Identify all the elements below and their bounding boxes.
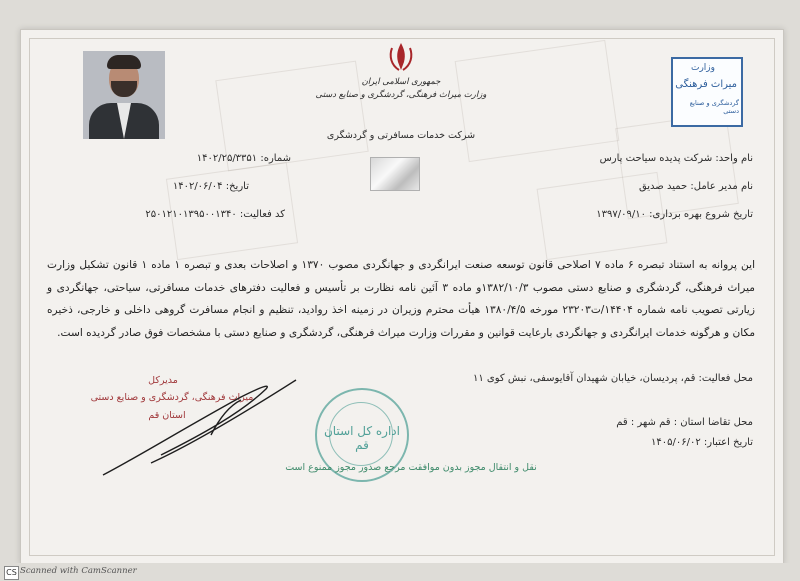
ministry-logo-line: میراث فرهنگی: [675, 79, 737, 90]
activity-location: محل فعالیت: قم، پردیسان، خیابان شهیدان آقایوسفی، نبش کوی ۱۱: [472, 373, 753, 384]
license-paragraph: این پروانه به استناد تبصره ۶ ماده ۷ اصلاحی قانون توسعه صنعت ایرانگردی و جهانگردی مصوب ۱۳۷۰ و اصلاحات بعدی و تبصره ۱ ماده ۱ قانون تشکیل وزارت میراث فرهنگی، گردشگری و صنایع دستی مصوب ۱۳۸۲/۱۰/۳و ماده ۳ آئین نامه نظارت بر تأسیس و فعالیت دفترهای خدمات مسافرتی، سیاحتی، جهانگردی و زیارتی تصویب نامه شماره ۱۴۴۰۴/ت۲۳۲۰۳ مورخه ۱۳۸۰/۴/۵ هیأت محترم وزیران در زمینه اخذ روادید، تنظیم و انجام مسافرت گروهی داخلی و خارجی، ذخیره مکان و هرگونه خدمات ایرانگردی و جهانگردی بارعایت قوانین و مقررات وزارت میراث فرهنگی، گردشگری و صنایع دستی با مشخصات فوق صادر گردیده است.: [47, 259, 756, 339]
stamp-text: اداره کل استان قم: [323, 424, 400, 452]
transfer-note: نقل و انتقال مجوز بدون موافقت مرجع صدور مجوز ممنوع است: [285, 462, 537, 473]
photo-beard: [111, 81, 137, 97]
signer-province: استان قم: [148, 410, 186, 421]
photo-hair: [107, 55, 141, 69]
hologram-seal: [370, 157, 420, 191]
ministry-text: وزارت میراث فرهنگی، گردشگری و صنایع دستی: [315, 90, 487, 100]
camscanner-text: Scanned with CamScanner: [20, 566, 137, 576]
manager-name: نام مدیر عامل: حمید صدیق: [638, 181, 753, 192]
validity-date: تاریخ اعتبار: ۱۴۰۵/۰۶/۰۲: [651, 437, 753, 448]
license-date: تاریخ: ۱۴۰۲/۰۶/۰۴: [172, 181, 249, 192]
start-date: تاریخ شروع بهره برداری: ۱۳۹۷/۰۹/۱۰: [596, 209, 753, 220]
ministry-logo-line: وزارت: [690, 63, 715, 73]
company-type-text: شرکت خدمات مسافرتی و گردشگری: [326, 130, 476, 141]
holder-photo: [83, 51, 165, 139]
signer-department: میراث فرهنگی، گردشگری و صنایع دستی: [90, 392, 254, 403]
ministry-logo-line: گردشگری و صنایع دستی: [689, 99, 739, 115]
license-number: شماره: ۱۴۰۲/۲۵/۳۳۵۱: [196, 153, 291, 164]
camscanner-logo: CS: [4, 566, 19, 580]
watermark-shape: [455, 40, 620, 162]
ministry-logo: [671, 57, 743, 127]
activity-code: کد فعالیت: ۲۵۰۱۲۱۰۱۳۹۵۰۰۱۳۴۰: [145, 209, 285, 220]
request-place: محل تقاضا استان : قم شهر : قم: [616, 417, 753, 428]
signer-title: مدیرکل: [148, 375, 178, 386]
iran-emblem-icon: [384, 40, 418, 74]
license-certificate: [20, 29, 784, 565]
republic-text: جمهوری اسلامی ایران: [361, 77, 441, 87]
license-body: [47, 254, 755, 344]
unit-name: نام واحد: شرکت پدیده سیاحت پارس: [599, 153, 753, 164]
